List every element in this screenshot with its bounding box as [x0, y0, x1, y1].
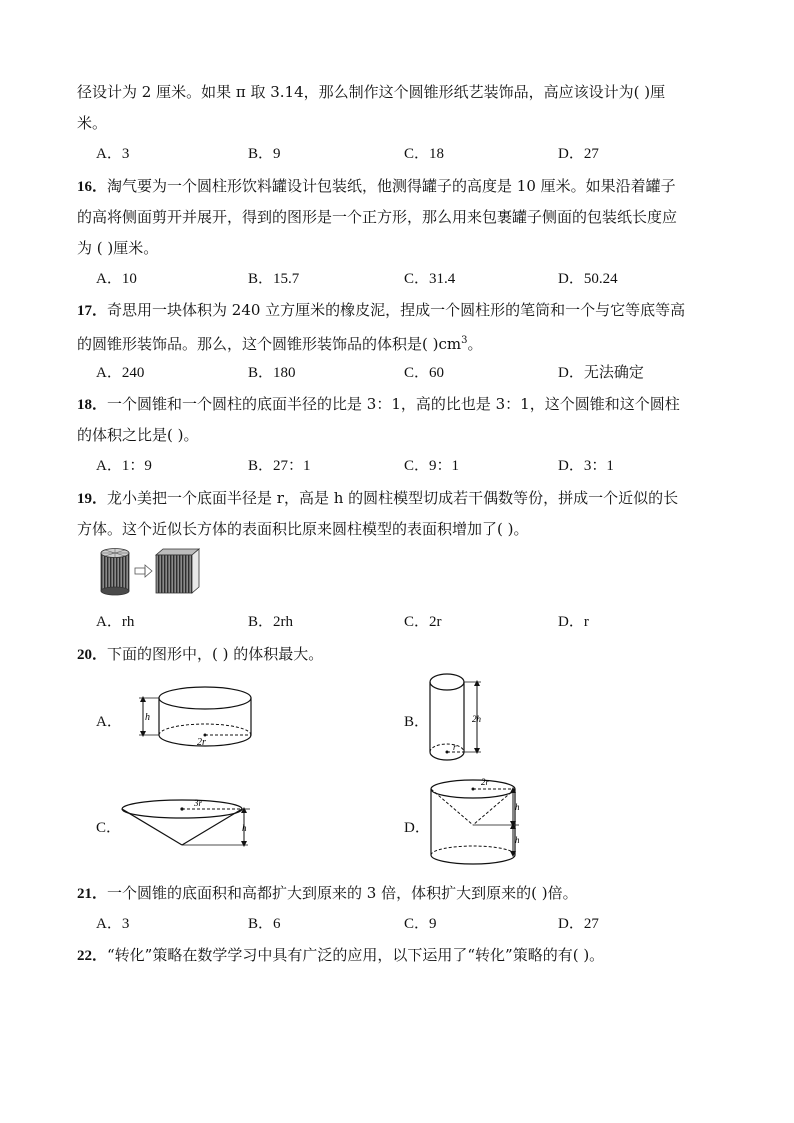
q15-option-b[interactable]: B．9	[248, 146, 281, 162]
q17-number: 17．	[77, 303, 108, 319]
q19-option-c[interactable]: C．2r	[404, 614, 442, 630]
q17-stem-2-end: 。	[467, 335, 483, 353]
q18-option-a[interactable]: A．1：9	[96, 458, 152, 474]
q15-option-a[interactable]: A．3	[96, 146, 130, 162]
q20-figure-b-tall-cylinder	[425, 670, 495, 765]
q17-option-a[interactable]: A．240	[96, 365, 145, 381]
fig-c-height-label: h	[242, 823, 247, 833]
fig-d-radius-label: 2r	[481, 777, 490, 787]
q17-stem-2: 的圆锥形装饰品。那么，这个圆锥形装饰品的体积是( )cm	[77, 335, 462, 353]
q20-figure-d-cylinder-with-cone	[425, 775, 525, 870]
q20-number: 20．	[77, 647, 108, 663]
fig-b-radius-label: r	[453, 742, 457, 752]
q20-label-d[interactable]: D．	[404, 820, 430, 836]
q16-text-line1	[77, 176, 676, 197]
fig-a-radius-label: 2r	[197, 737, 206, 748]
q19-option-b[interactable]: B．2rh	[248, 614, 294, 630]
q21-option-a[interactable]: A．3	[96, 916, 130, 932]
q18-options	[96, 456, 696, 476]
q20-label-c[interactable]: C．	[96, 820, 122, 836]
q16-option-b[interactable]: B．15.7	[248, 271, 300, 287]
q16-number: 16．	[77, 179, 108, 195]
q16-text-line3: 为 ( )厘米。	[77, 239, 159, 257]
q17-option-d[interactable]: D．无法确定	[558, 365, 644, 381]
q21-option-d[interactable]: D．27	[558, 916, 599, 932]
fig-b-height-label: 2h	[472, 714, 481, 724]
q21-stem-1: 一个圆锥的底面积和高都扩大到原来的 3 倍，体积扩大到原来的( )倍。	[107, 884, 578, 902]
q17-text-line2	[77, 331, 483, 354]
q20-figure-a-wide-cylinder	[135, 680, 265, 750]
q21-option-c[interactable]: C．9	[404, 916, 437, 932]
q20-figure-c-cone	[118, 795, 268, 853]
fig-a-height-label: h	[145, 712, 150, 723]
arrow-right-icon	[135, 565, 152, 577]
q20-label-a[interactable]: A．	[96, 714, 122, 730]
q21-number: 21．	[77, 886, 108, 902]
q17-text-line1	[77, 300, 685, 321]
q18-option-d[interactable]: D．3：1	[558, 458, 614, 474]
q18-stem-1: 一个圆锥和一个圆柱的底面半径的比是 3：1，高的比也是 3：1，这个圆锥和这个圆柱	[107, 395, 680, 413]
fig-c-radius-label: 3r	[194, 798, 203, 808]
q19-options	[96, 612, 696, 632]
q15-text-line2: 米。	[77, 114, 108, 132]
cuboid-icon	[156, 549, 199, 593]
q19-option-d[interactable]: D．r	[558, 614, 589, 630]
q19-text-line2: 方体。这个近似长方体的表面积比原来圆柱模型的表面积增加了( )。	[77, 520, 529, 538]
q21-option-b[interactable]: B．6	[248, 916, 281, 932]
q19-number: 19．	[77, 491, 108, 507]
q19-cylinder-to-cuboid-figure	[95, 545, 207, 597]
q17-stem-1: 奇思用一块体积为 240 立方厘米的橡皮泥，捏成一个圆柱形的笔筒和一个与它等底等高	[107, 301, 686, 319]
q22-text-line1	[77, 945, 604, 966]
q22-stem-1: “转化”策略在数学学习中具有广泛的应用，以下运用了“转化”策略的有( )。	[107, 946, 605, 964]
q19-stem-1: 龙小美把一个底面半径是 r，高是 h 的圆柱模型切成若干偶数等份，拼成一个近似的长	[107, 489, 679, 507]
q17-option-c[interactable]: C．60	[404, 365, 445, 381]
q15-option-c[interactable]: C．18	[404, 146, 445, 162]
q18-text-line1	[77, 394, 680, 415]
q20-stem-1: 下面的图形中，( ) 的体积最大。	[107, 645, 324, 663]
q20-label-b[interactable]: B．	[404, 714, 430, 730]
q22-number: 22．	[77, 948, 108, 964]
q21-text-line1	[77, 883, 578, 904]
q15-options	[96, 144, 696, 164]
q16-stem-1: 淘气要为一个圆柱形饮料罐设计包装纸，他测得罐子的高度是 10 厘米。如果沿着罐子	[107, 177, 676, 195]
q16-option-c[interactable]: C．31.4	[404, 271, 456, 287]
q18-option-c[interactable]: C．9：1	[404, 458, 460, 474]
q20-text-line1	[77, 644, 323, 665]
q19-text-line1	[77, 488, 678, 509]
fig-d-lower-height-label: h	[515, 835, 520, 845]
q17-unit-exponent: 3	[461, 335, 468, 346]
q16-text-line2: 的高将侧面剪开并展开，得到的图形是一个正方形，那么用来包裹罐子侧面的包装纸长度应	[77, 208, 678, 226]
q17-options	[96, 363, 696, 383]
q19-option-a[interactable]: A．rh	[96, 614, 135, 630]
q16-options	[96, 269, 696, 289]
fig-d-upper-height-label: h	[515, 802, 520, 812]
q16-option-d[interactable]: D．50.24	[558, 271, 618, 287]
q21-options	[96, 914, 696, 934]
q15-option-d[interactable]: D．27	[558, 146, 599, 162]
cut-cylinder-icon	[101, 549, 129, 596]
q18-option-b[interactable]: B．27：1	[248, 458, 311, 474]
q16-option-a[interactable]: A．10	[96, 271, 137, 287]
q18-number: 18．	[77, 397, 108, 413]
q15-text-line1: 径设计为 2 厘米。如果 π 取 3.14，那么制作这个圆锥形纸艺装饰品，高应该设计为( )厘	[77, 83, 666, 101]
q17-option-b[interactable]: B．180	[248, 365, 296, 381]
q18-text-line2: 的体积之比是( )。	[77, 426, 199, 444]
